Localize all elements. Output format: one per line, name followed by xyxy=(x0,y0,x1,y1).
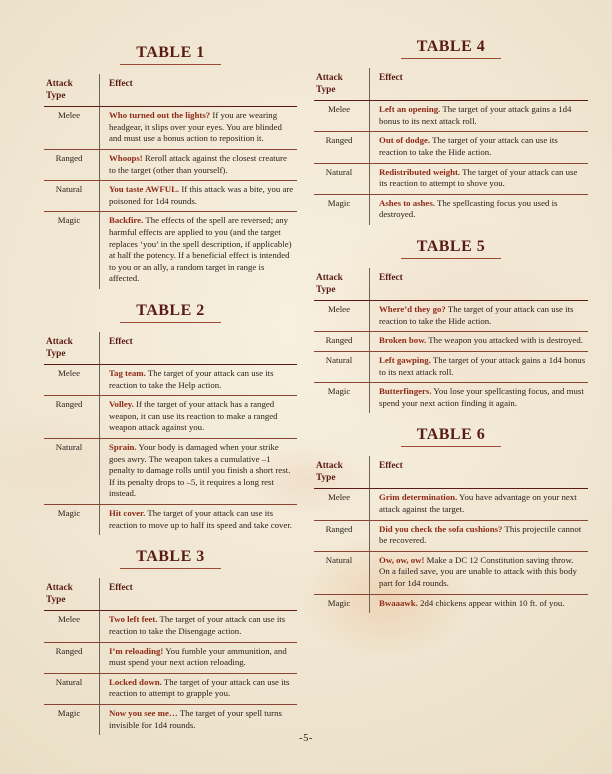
effect-cell xyxy=(370,595,588,614)
page-number: -5- xyxy=(299,733,313,744)
attack-type-cell: Melee xyxy=(314,101,370,132)
table-4-title-wrap xyxy=(314,38,588,59)
effect-lead: Butterfingers. xyxy=(379,386,432,397)
effect-cell xyxy=(370,132,588,163)
effect-cell xyxy=(370,383,588,413)
attack-type-header: Attack Type xyxy=(44,74,100,107)
effect-text: The weapon you attacked with is destroyed. xyxy=(426,335,583,346)
table-5-title-wrap xyxy=(314,238,588,259)
table-1 xyxy=(44,44,297,289)
right-column xyxy=(314,38,588,626)
table-4-title: TABLE 4 xyxy=(401,38,502,59)
attack-type-cell: Magic xyxy=(44,212,100,289)
table-4-grid xyxy=(314,68,588,225)
effect-lead: Bwaaawk. xyxy=(379,597,418,608)
table-2 xyxy=(44,302,297,535)
attack-type-cell: Melee xyxy=(44,365,100,396)
effect-cell xyxy=(370,101,588,132)
effect-lead: Two left feet. xyxy=(109,614,158,625)
effect-lead: Volley. xyxy=(109,399,134,410)
effect-text: You lose your spellcasting focus, and must spend your next action finding it again. xyxy=(379,386,584,408)
attack-type-cell: Natural xyxy=(44,181,100,212)
table-2-title-wrap xyxy=(44,302,297,323)
attack-type-cell: Melee xyxy=(44,611,100,642)
attack-type-header: Attack Type xyxy=(314,456,370,489)
effect-cell xyxy=(100,181,297,212)
attack-type-cell: Natural xyxy=(44,439,100,505)
table-1-title-wrap xyxy=(44,44,297,65)
effect-header: Effect xyxy=(370,268,588,301)
effect-cell xyxy=(100,674,297,705)
table-3-grid xyxy=(44,578,297,735)
effect-lead: Locked down. xyxy=(109,676,162,687)
effect-text: You fumble your ammunition, and must spend your next action reloading. xyxy=(109,645,287,668)
effect-text: The effects of the spell are reversed; any harmful effects are applied to you (and the target replaces ‘you’ in the spell description, if applicable) at half the potency. If a beneficial effect is intended to you or an ally, a random target in range is affected. xyxy=(109,215,292,284)
effect-cell xyxy=(370,352,588,383)
table-5-title: TABLE 5 xyxy=(401,238,502,259)
attack-type-cell: Melee xyxy=(314,301,370,332)
effect-text: If this attack was a bite, you are poisoned for 1d4 rounds. xyxy=(109,184,294,206)
effect-lead: Hit cover. xyxy=(109,508,146,519)
attack-type-header: Attack Type xyxy=(314,268,370,301)
effect-cell xyxy=(370,301,588,332)
effect-lead: Whoops! xyxy=(109,152,143,163)
effect-cell xyxy=(370,552,588,595)
effect-cell xyxy=(100,107,297,150)
effect-lead: Now you see me… xyxy=(109,707,178,718)
effect-text: The target of your attack gains a 1d4 bonus to its next attack roll. xyxy=(379,354,586,377)
table-5-grid xyxy=(314,268,588,413)
effect-cell xyxy=(100,212,297,289)
effect-text: The target of your attack can use its reaction to take the Hide action. xyxy=(379,304,574,326)
effect-lead: Ow, ow, ow! xyxy=(379,554,425,565)
attack-type-header: Attack Type xyxy=(44,578,100,611)
effect-header: Effect xyxy=(100,332,297,365)
attack-type-cell: Magic xyxy=(314,383,370,413)
attack-type-header: Attack Type xyxy=(44,332,100,365)
attack-type-cell: Magic xyxy=(314,195,370,225)
attack-type-cell: Ranged xyxy=(314,521,370,552)
attack-type-cell: Natural xyxy=(314,352,370,383)
table-2-grid xyxy=(44,332,297,535)
attack-type-cell: Magic xyxy=(44,705,100,735)
effect-cell xyxy=(370,489,588,520)
effect-lead: Left an opening. xyxy=(379,104,441,115)
effect-cell xyxy=(100,439,297,505)
attack-type-header: Attack Type xyxy=(314,68,370,101)
table-1-title: TABLE 1 xyxy=(120,44,221,65)
effect-text: 2d4 chickens appear within 10 ft. of you. xyxy=(417,597,565,608)
attack-type-cell: Ranged xyxy=(44,150,100,181)
effect-text: The target of your spell turns invisible for 1d4 rounds. xyxy=(109,707,282,730)
effect-text: The target of your attack can use its reaction to take the Hide action. xyxy=(379,135,558,157)
table-3-title: TABLE 3 xyxy=(120,548,221,569)
effect-lead: Grim determination. xyxy=(379,492,458,503)
effect-lead: Backfire. xyxy=(109,215,144,226)
attack-type-cell: Natural xyxy=(314,164,370,195)
effect-cell xyxy=(100,150,297,181)
effect-lead: Did you check the sofa cushions? xyxy=(379,523,503,534)
effect-cell xyxy=(100,643,297,674)
attack-type-cell: Melee xyxy=(44,107,100,150)
effect-cell xyxy=(370,332,588,352)
effect-text: The target of your attack can use its reaction to take the Disengage action. xyxy=(109,614,286,636)
effect-cell xyxy=(100,705,297,735)
attack-type-cell: Ranged xyxy=(44,396,100,439)
table-6-grid xyxy=(314,456,588,613)
effect-lead: Ashes to ashes. xyxy=(379,197,435,208)
effect-lead: Where’d they go? xyxy=(379,304,446,315)
effect-text: The target of your attack gains a 1d4 bonus to its next attack roll. xyxy=(379,104,572,126)
effect-text: The target of your attack can use its reaction to move up to half its speed and take cover. xyxy=(109,508,292,530)
effect-lead: Left gawping. xyxy=(379,354,431,365)
table-2-title: TABLE 2 xyxy=(120,302,221,323)
table-1-grid xyxy=(44,74,297,289)
effect-cell xyxy=(100,365,297,396)
effect-lead: Broken bow. xyxy=(379,335,427,346)
effect-cell xyxy=(370,195,588,225)
effect-lead: Out of dodge. xyxy=(379,135,431,146)
effect-text: Your body is damaged when your strike goes awry. The weapon takes a cumulative –1 penalty to damage rolls until you finish a short rest. If its penalty drops to –5, it requires a long rest instead. xyxy=(109,442,291,499)
table-3-title-wrap xyxy=(44,548,297,569)
attack-type-cell: Ranged xyxy=(44,643,100,674)
effect-text: The spellcasting focus you used is destroyed. xyxy=(379,197,558,220)
effect-lead: Who turned out the lights? xyxy=(109,110,211,121)
effect-cell xyxy=(100,611,297,642)
table-3 xyxy=(44,548,297,735)
attack-type-cell: Natural xyxy=(314,552,370,595)
table-4 xyxy=(314,38,588,225)
effect-cell xyxy=(370,521,588,552)
effect-text: The target of your attack can use its reaction to attempt to grapple you. xyxy=(109,676,290,699)
effect-lead: Redistributed weight. xyxy=(379,166,461,177)
effect-cell xyxy=(370,164,588,195)
effect-header: Effect xyxy=(370,456,588,489)
effect-lead: I’m reloading! xyxy=(109,645,164,656)
effect-text: You have advantage on your next attack against the target. xyxy=(379,492,577,515)
attack-type-cell: Natural xyxy=(44,674,100,705)
table-6-title-wrap xyxy=(314,426,588,447)
effect-header: Effect xyxy=(100,74,297,107)
effect-text: Make a DC 12 Constitution saving throw. On a failed save, you are unable to attack with this body part for 1d4 rounds. xyxy=(379,554,577,589)
effect-header: Effect xyxy=(100,578,297,611)
table-5 xyxy=(314,238,588,413)
effect-lead: Sprain. xyxy=(109,442,137,453)
effect-text: If you are wearing headgear, it slips over your eyes. You are blinded and must use a bonus action to reposition it. xyxy=(109,110,282,144)
effect-lead: Tag team. xyxy=(109,368,146,379)
attack-type-cell: Ranged xyxy=(314,132,370,163)
attack-type-cell: Magic xyxy=(44,505,100,535)
effect-text: Reroll attack against the closest creature to the target (other than yourself). xyxy=(109,152,287,175)
effect-text: This projectile cannot be recovered. xyxy=(379,523,582,546)
attack-type-cell: Melee xyxy=(314,489,370,520)
table-6 xyxy=(314,426,588,613)
effect-lead: You taste AWFUL. xyxy=(109,184,180,195)
effect-text: The target of your attack can use its reaction to take the Help action. xyxy=(109,368,274,390)
left-column xyxy=(44,44,297,748)
effect-cell xyxy=(100,396,297,439)
effect-text: If the target of your attack has a ranged weapon, it can use its reaction to make a ranged weapon attack against you. xyxy=(109,399,278,433)
attack-type-cell: Ranged xyxy=(314,332,370,352)
effect-header: Effect xyxy=(370,68,588,101)
effect-text: The target of your attack can use its reaction to attempt to shove you. xyxy=(379,166,578,189)
attack-type-cell: Magic xyxy=(314,595,370,614)
effect-cell xyxy=(100,505,297,535)
table-6-title: TABLE 6 xyxy=(401,426,502,447)
